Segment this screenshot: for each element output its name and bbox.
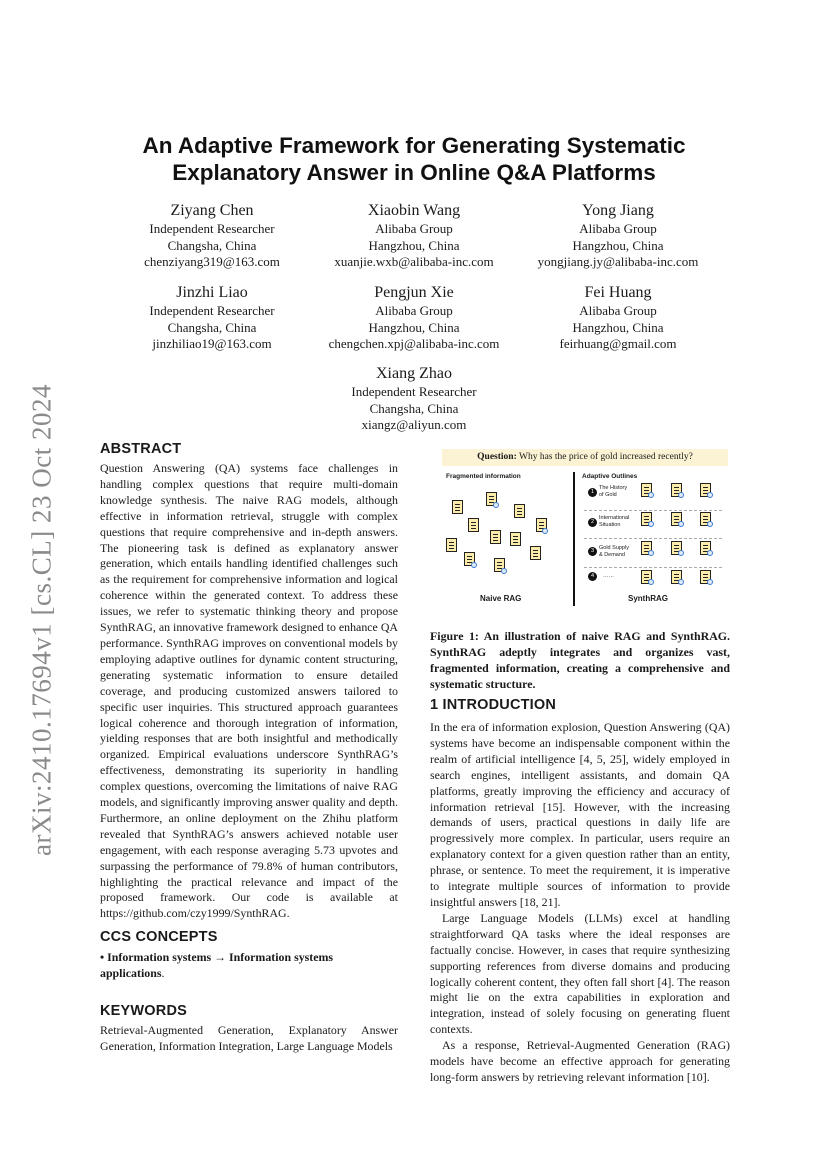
ccs-concepts [100, 950, 398, 982]
outline-separator [584, 510, 722, 511]
author-affiliation: Alibaba Group [579, 303, 657, 318]
keywords-text: Retrieval-Augmented Generation, Explanatory Answer Generation, Information Integration, Large Language Models [100, 1023, 398, 1053]
author-block [508, 283, 728, 353]
magnifier-icon [471, 562, 477, 568]
author-block [102, 283, 322, 353]
document-icon [530, 546, 541, 560]
outline-line: Gold Supply [599, 545, 629, 551]
arxiv-id-text: arXiv:2410.17694v1 [cs.CL] 23 Oct 2024 [26, 384, 57, 856]
author-affiliation: Alibaba Group [375, 221, 453, 236]
author-email: chengchen.xpj@alibaba-inc.com [328, 336, 500, 351]
author-affiliation: Independent Researcher [149, 303, 275, 318]
document-icon [452, 500, 463, 514]
outline-number: 4 [588, 572, 597, 581]
outline-line: …… [603, 573, 614, 579]
naive-rag-label: Naive RAG [480, 594, 522, 603]
title-line-1: An Adaptive Framework for Generating Systematic [142, 133, 686, 158]
outline-line: of Gold [599, 492, 617, 498]
author-block [508, 201, 728, 271]
abstract-body [100, 461, 398, 922]
author-block [304, 364, 524, 434]
outline-number: 3 [588, 547, 597, 556]
outline-number: 2 [588, 518, 597, 527]
author-block [102, 201, 322, 271]
figure-caption: Figure 1: An illustration of naive RAG and SynthRAG. SynthRAG adeptly integrates and organizes vast, fragmented information, creating a comprehensive and systematic structure. [430, 629, 730, 691]
synthrag-label: SynthRAG [628, 594, 668, 603]
author-location: Changsha, China [167, 319, 257, 335]
magnifier-icon [707, 521, 713, 527]
introduction-heading: 1 INTRODUCTION [430, 697, 557, 713]
figure-1 [428, 446, 730, 616]
arxiv-identifier [22, 360, 62, 880]
author-email: jinzhiliao19@163.com [152, 336, 272, 351]
author-block [304, 283, 524, 353]
intro-paragraph: As a response, Retrieval-Augmented Generation (RAG) models have become an effective approach for generating long-form answers by retrieving relevant information [10]. [430, 1038, 730, 1084]
outline-item [599, 485, 627, 499]
outline-separator [584, 538, 722, 539]
magnifier-icon [707, 550, 713, 556]
intro-paragraph: In the era of information explosion, Question Answering (QA) systems have become an indispensable component within the realm of artificial intelligence [4, 5, 25], widely employed in search engines, intelligent assistants, and domain QA platforms, greatly improving the efficiency and accuracy of information retrieval [15]. However, with the increasing demands of users, practical questions in daily life are progressively more complex. In particular, users require an explanatory context for a given question rather than an entity, phrase, or sentence. To meet the requirement, it is imperative to integrate multiple sources of information to provide insightful answers [18, 21]. [430, 720, 730, 909]
author-location: Hangzhou, China [368, 237, 460, 253]
magnifier-icon [707, 492, 713, 498]
author-email: xiangz@aliyun.com [361, 417, 467, 432]
adaptive-outlines-label: Adaptive Outlines [582, 473, 638, 480]
author-affiliation: Alibaba Group [375, 303, 453, 318]
magnifier-icon [678, 579, 684, 585]
author-location: Hangzhou, China [368, 319, 460, 335]
magnifier-icon [501, 568, 507, 574]
ccs-concepts-tail: . [161, 965, 165, 980]
magnifier-icon [648, 492, 654, 498]
author-name: Jinzhi Liao [176, 284, 248, 301]
author-location: Hangzhou, China [572, 237, 664, 253]
author-email: yongjiang.jy@alibaba-inc.com [537, 254, 699, 269]
keywords-body [100, 1023, 398, 1055]
outline-number: 1 [588, 488, 597, 497]
magnifier-icon [648, 579, 654, 585]
paper-title [100, 132, 728, 186]
outline-separator [584, 567, 722, 568]
document-icon [446, 538, 457, 552]
title-line-2: Explanatory Answer in Online Q&A Platforms [172, 160, 656, 185]
figure-question-text: Why has the price of gold increased recently? [518, 452, 693, 462]
author-name: Yong Jiang [582, 202, 654, 219]
intro-paragraph: Large Language Models (LLMs) excel at handling straightforward QA tasks where the ideal responses are factually concise. However, in cases that require synthesizing supporting references from diverse domains and producing logically coherent content, they often fall short [4]. The reason might lie on the extra capabilities in exploration and integration, instead of solely focusing on generating fluent contexts. [430, 910, 730, 1037]
outline-line: The History [599, 485, 628, 491]
keywords-heading: KEYWORDS [100, 1003, 187, 1019]
magnifier-icon [707, 579, 713, 585]
author-email: feirhuang@gmail.com [559, 336, 677, 351]
author-email: xuanjie.wxb@alibaba-inc.com [334, 254, 494, 269]
outline-line: International [599, 515, 630, 521]
introduction-body [430, 720, 730, 1086]
ccs-heading: CCS CONCEPTS [100, 929, 218, 945]
document-icon [514, 504, 525, 518]
author-affiliation: Alibaba Group [579, 221, 657, 236]
author-name: Fei Huang [584, 284, 652, 301]
figure-question [442, 449, 728, 466]
fragmented-info-label: Fragmented information [446, 473, 521, 480]
magnifier-icon [542, 528, 548, 534]
author-block [304, 201, 524, 271]
author-affiliation: Independent Researcher [149, 221, 275, 236]
document-icon [468, 518, 479, 532]
outline-item [603, 573, 614, 580]
author-name: Pengjun Xie [374, 284, 454, 301]
author-name: Ziyang Chen [170, 202, 254, 219]
magnifier-icon [678, 550, 684, 556]
magnifier-icon [648, 521, 654, 527]
author-affiliation: Independent Researcher [351, 384, 477, 399]
document-icon [490, 530, 501, 544]
ccs-concepts-bold: • Information systems → Information systems applications [100, 950, 334, 980]
author-name: Xiaobin Wang [367, 202, 461, 219]
author-email: chenziyang319@163.com [144, 254, 280, 269]
magnifier-icon [493, 502, 499, 508]
abstract-text: Question Answering (QA) systems face challenges in handling complex questions that require multi-domain knowledge synthesis. The naive RAG models, although effective in information retrieval, struggle with complex questions that require comprehensive and in-depth answers. The pioneering task is defined as explanatory answer generation, which entails handling identified challenges such as the requirement for comprehensive information and logical coherence within the generated context. To address these issues, we refer to systematic thinking theory and propose SynthRAG, an innovative framework designed to enhance QA performance. SynthRAG improves on conventional models by employing adaptive outlines for dynamic content structuring, generating systematic information to ensure detailed coverage, and producing customized answers tailored to specific user inquiries. This structured approach guarantees logical coherence and thorough integration of information, yielding responses that are both insightful and methodically organized. Empirical evaluations underscore SynthRAG’s effectiveness, demonstrating its superiority in handling complex questions, overcoming the limitations of naive RAG models, and significantly improving answer quality and depth. Furthermore, an online deployment on the Zhihu platform revealed that SynthRAG’s answers achieved notable user engagement, with each response averaging 5.73 upvotes and surpassing the performance of 79.8% of human contributors, highlighting the practical relevance and impact of the proposed framework. Our code is available at https://github.com/czy1999/SynthRAG. [100, 461, 398, 921]
outline-line: & Demand [599, 552, 625, 558]
document-icon [510, 532, 521, 546]
author-location: Changsha, China [167, 237, 257, 253]
figure-divider [573, 472, 575, 606]
outline-item [599, 545, 629, 559]
magnifier-icon [648, 550, 654, 556]
author-location: Changsha, China [369, 400, 459, 416]
magnifier-icon [678, 521, 684, 527]
magnifier-icon [678, 492, 684, 498]
abstract-heading: ABSTRACT [100, 441, 182, 457]
outline-line: Situation [599, 522, 621, 528]
author-location: Hangzhou, China [572, 319, 664, 335]
author-name: Xiang Zhao [376, 365, 452, 382]
figure-question-label: Question: [477, 452, 517, 462]
outline-item [599, 515, 629, 529]
